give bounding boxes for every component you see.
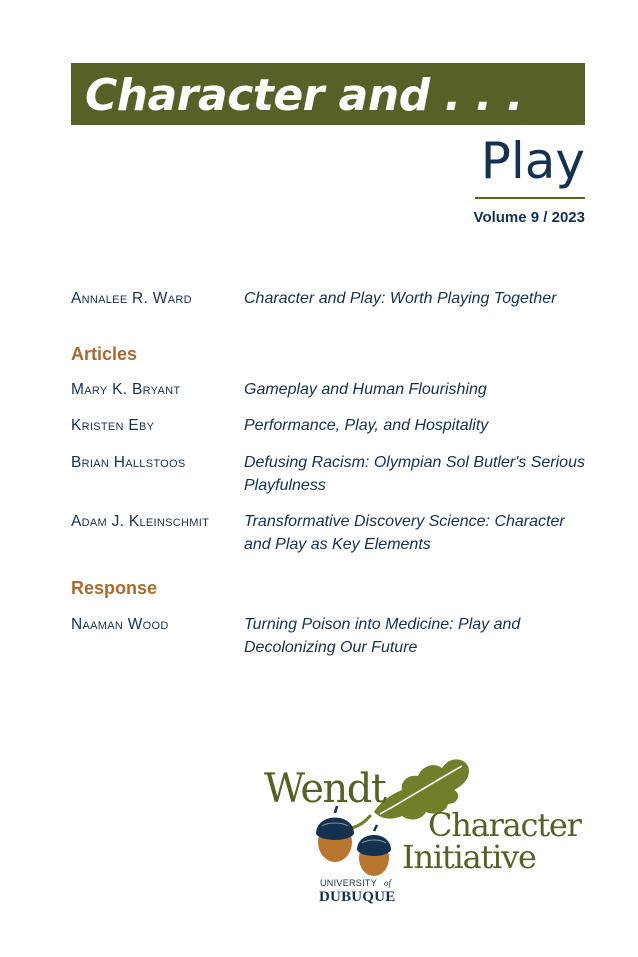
issue-theme-title: Play [480, 132, 585, 190]
acorn-icon [316, 806, 354, 862]
logo-dubuque: DUBUQUE [319, 889, 396, 905]
toc-title[interactable]: Transformative Discovery Science: Character and Play as Key Elements [244, 513, 565, 553]
section-heading-articles: Articles [71, 344, 138, 364]
wendt-character-initiative-logo [262, 750, 592, 910]
logo-university-of: of [384, 878, 392, 888]
toc-title[interactable]: Performance, Play, and Hospitality [244, 417, 489, 434]
toc-author: Kristen Eby [71, 417, 155, 434]
toc-author: Adam J. Kleinschmit [71, 513, 210, 530]
section-heading-response: Response [71, 578, 158, 598]
acorn-icon [357, 825, 391, 876]
logo-word-character: Character [428, 806, 581, 844]
divider-rule [475, 197, 585, 199]
toc-title[interactable]: Character and Play: Worth Playing Together [244, 290, 557, 307]
volume-label: Volume 9 / 2023 [473, 209, 585, 226]
logo-university: UNIVERSITY [320, 878, 378, 888]
logo-word-wendt: Wendt [264, 766, 386, 812]
toc-title[interactable]: Defusing Racism: Olympian Sol Butler's Serious Playfulness [244, 454, 585, 494]
toc-author: Naaman Wood [71, 616, 169, 633]
title-banner [71, 63, 585, 125]
toc-title[interactable]: Turning Poison into Medicine: Play and Decolonizing Our Future [244, 616, 521, 656]
toc-title[interactable]: Gameplay and Human Flourishing [244, 381, 487, 398]
toc-author: Annalee R. Ward [71, 290, 192, 307]
series-title: Character and . . . [85, 70, 523, 121]
toc-author: Mary K. Bryant [71, 381, 181, 398]
toc-author: Brian Hallstoos [71, 454, 186, 471]
logo-word-initiative: Initiative [402, 838, 536, 876]
